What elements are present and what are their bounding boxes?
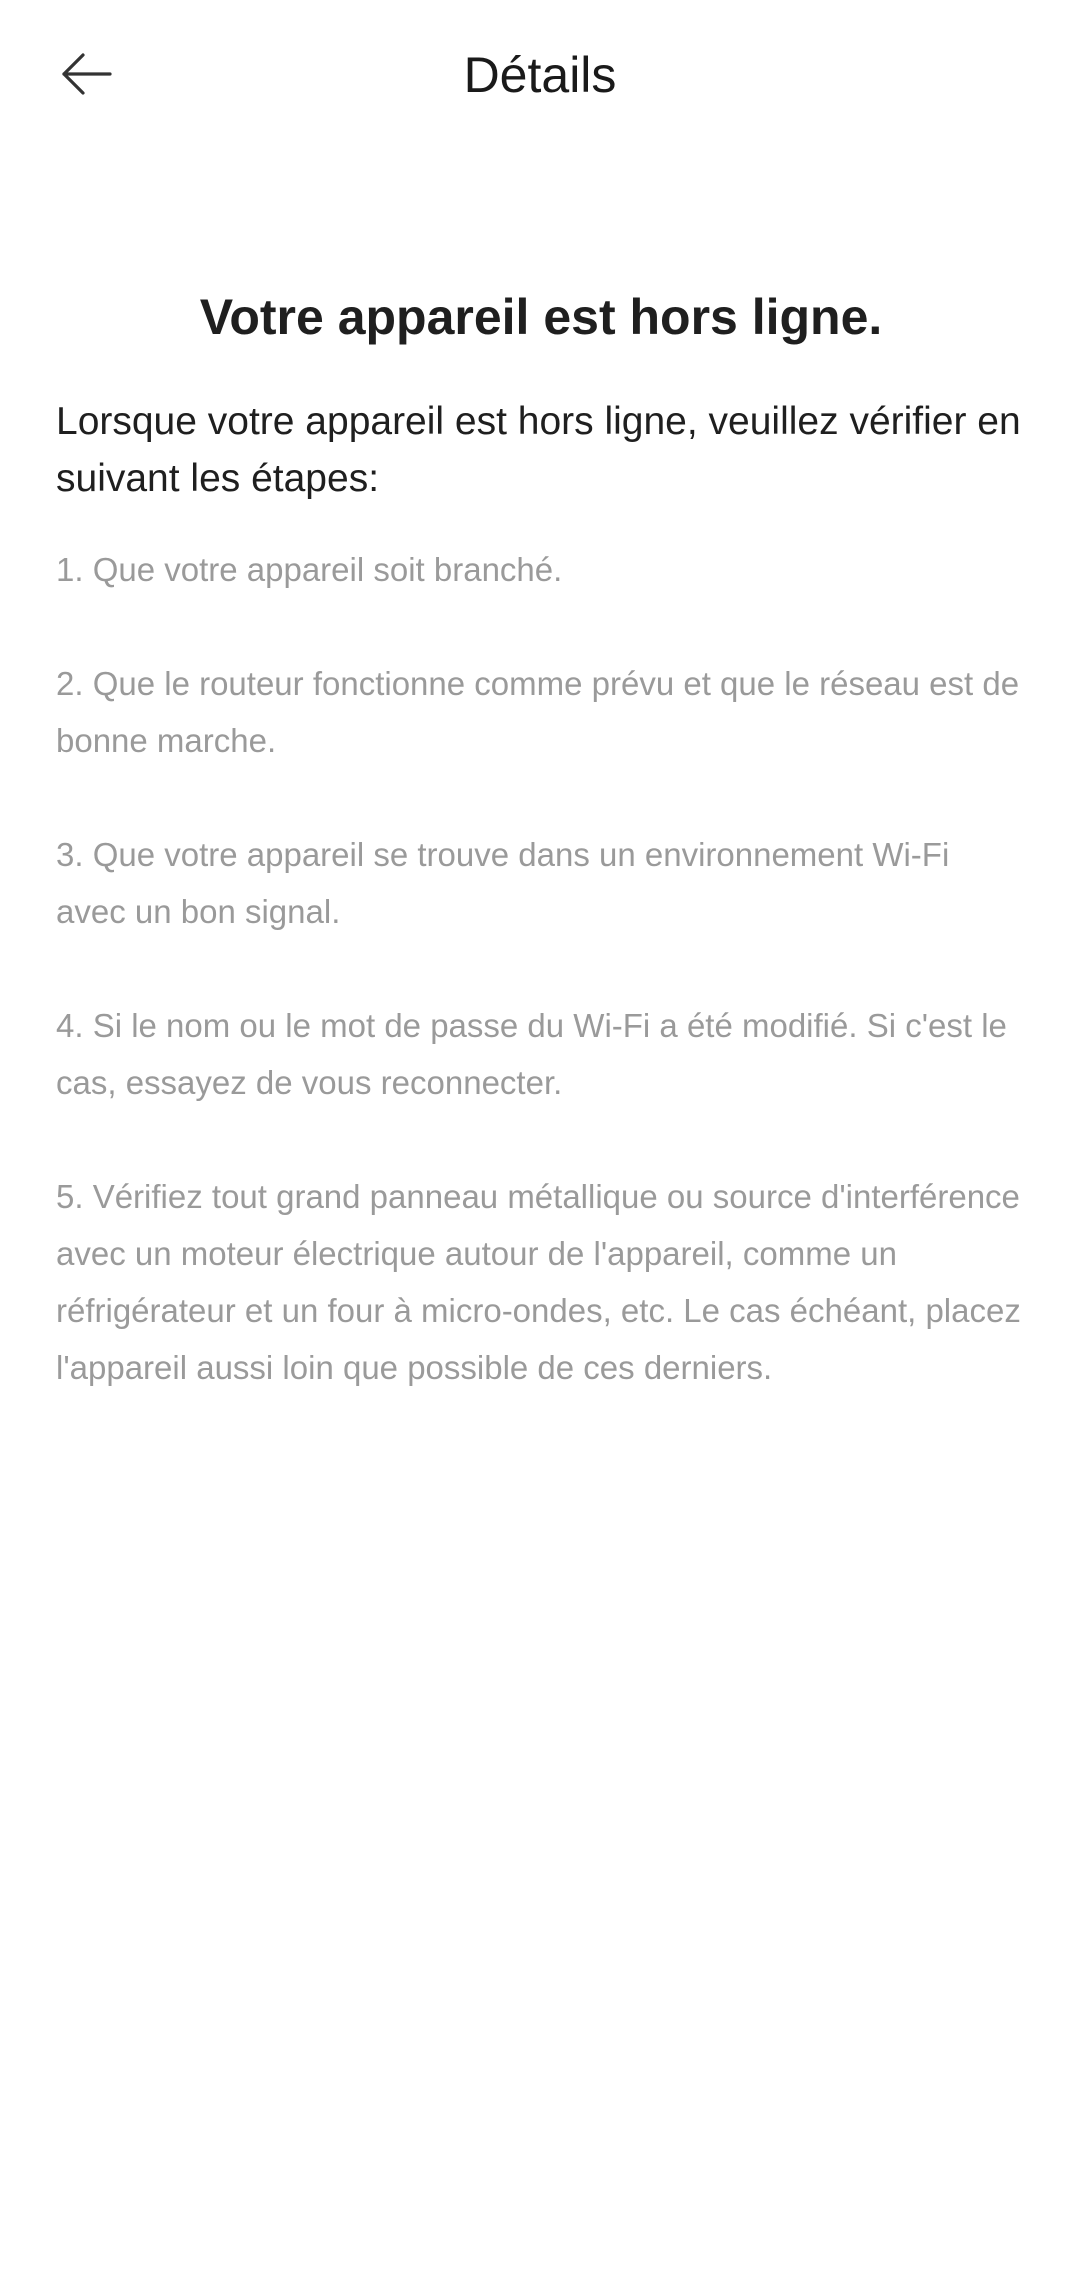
step-2: 2. Que le routeur fonctionne comme prévu et que le réseau est de bonne marche. (56, 665, 1020, 759)
intro-text: Lorsque votre appareil est hors ligne, veuillez vérifier en suivant les étapes: (56, 400, 1021, 500)
offline-help-content (56, 285, 1026, 1396)
step-5: 5. Vérifiez tout grand panneau métallique ou source d'interférence avec un moteur électrique autour de l'appareil, comme un réfrigérateur et un four à micro-ondes, etc. Le cas échéant, placez l'appareil aussi loin que possible de ces derniers. (56, 1178, 1021, 1386)
troubleshooting-steps (56, 541, 1026, 1396)
step-3: 3. Que votre appareil se trouve dans un environnement Wi-Fi avec un bon signal. (56, 836, 950, 930)
page-title: Détails (463, 47, 617, 103)
step-4: 4. Si le nom ou le mot de passe du Wi-Fi a été modifié. Si c'est le cas, essayez de vous reconnecter. (56, 1007, 1007, 1101)
top-app-bar (0, 0, 1080, 150)
step-1: 1. Que votre appareil soit branché. (56, 551, 563, 588)
offline-heading: Votre appareil est hors ligne. (199, 289, 883, 345)
